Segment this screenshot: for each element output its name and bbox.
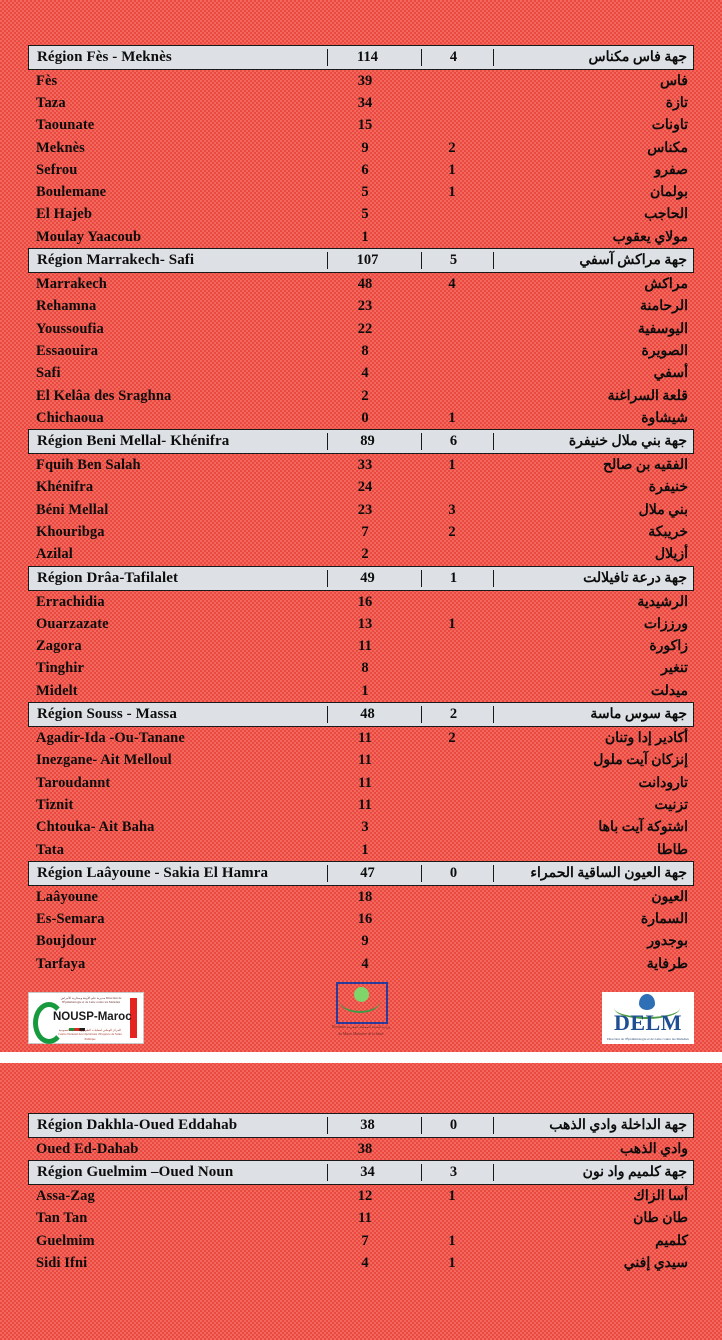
cases-count: 12 <box>357 1187 373 1204</box>
cases-count: 1 <box>361 228 369 245</box>
region-name-ar: طاطا <box>657 842 688 858</box>
region-name-ar: إنزكان آيت ملول <box>593 753 688 769</box>
region-name-fr: Ouarzazate <box>36 615 109 632</box>
region-name-ar: جهة العيون الساقية الحمراء <box>493 865 693 882</box>
cases-count: 22 <box>357 320 373 337</box>
region-name-fr: Moulay Yaacoub <box>36 228 142 245</box>
cases-count: 23 <box>357 501 373 518</box>
region-name-ar: خريبكة <box>648 524 688 540</box>
table-row <box>28 137 694 159</box>
table-row <box>28 750 694 772</box>
region-name-fr: Laâyoune <box>36 888 99 905</box>
region-name-fr: Tarfaya <box>36 955 86 972</box>
table-row <box>28 886 694 908</box>
region-header-row <box>28 702 694 727</box>
deaths-count: 2 <box>448 730 456 747</box>
cases-count: 16 <box>357 593 373 610</box>
cases-count: 5 <box>361 184 369 201</box>
cases-count: 2 <box>361 387 369 404</box>
deaths-count: 5 <box>421 252 493 269</box>
table-row <box>28 159 694 181</box>
region-name-fr: Fès <box>36 72 58 89</box>
cases-count: 1 <box>361 682 369 699</box>
deaths-count: 1 <box>448 457 456 474</box>
region-name-ar: بوجدور <box>647 934 688 950</box>
table-row <box>28 953 694 975</box>
region-name-ar: ميدلت <box>650 683 688 699</box>
cases-count: 7 <box>361 523 369 540</box>
region-name-fr: Rehamna <box>36 298 97 315</box>
region-name-ar: السمارة <box>640 912 688 928</box>
region-name-fr: Béni Mellal <box>36 501 109 518</box>
ministry-logo-text: وزارة الصحة المملكة المغربية Royaume du Maroc Ministère de la Santé <box>331 1025 391 1036</box>
region-name-fr: Taroudannt <box>36 774 111 791</box>
nousp-maroc-logo <box>28 992 144 1044</box>
region-name-fr: Taza <box>36 94 66 111</box>
region-name-fr: Essaouira <box>36 342 99 359</box>
footer-logos <box>0 992 722 1050</box>
region-name-ar: سيدي إفني <box>623 1255 688 1271</box>
page-separator <box>0 1052 722 1063</box>
table-row <box>28 407 694 429</box>
table-row <box>28 273 694 295</box>
region-name-ar: أسفي <box>653 366 688 382</box>
region-name-fr: Taounate <box>36 117 95 134</box>
region-name-fr: Sidi Ifni <box>36 1254 88 1271</box>
delm-logo-title: DELM <box>614 1010 682 1035</box>
table-row <box>28 296 694 318</box>
region-name-ar: وادي الذهب <box>620 1141 688 1157</box>
table-row <box>28 521 694 543</box>
cases-count: 89 <box>327 433 421 450</box>
table-row <box>28 499 694 521</box>
table-row <box>28 1138 694 1160</box>
deaths-count: 1 <box>421 570 493 587</box>
region-name-ar: مراكش <box>644 277 688 293</box>
deaths-count: 3 <box>421 1164 493 1181</box>
table-row <box>28 318 694 340</box>
region-name-fr: Fquih Ben Salah <box>36 457 141 474</box>
region-name-fr: Chtouka- Ait Baha <box>36 819 155 836</box>
region-name-fr: Meknès <box>36 139 85 156</box>
cases-count: 11 <box>358 752 372 769</box>
region-name-fr: Tiznit <box>36 796 74 813</box>
region-name-ar: شيشاوة <box>641 410 688 426</box>
cases-count: 1 <box>361 841 369 858</box>
table-row <box>28 1185 694 1207</box>
cases-count: 3 <box>361 819 369 836</box>
region-name-fr: Youssoufia <box>36 320 104 337</box>
deaths-count: 1 <box>448 615 456 632</box>
region-name-ar: الرشيدية <box>637 594 688 610</box>
region-name-fr: Azilal <box>36 546 73 563</box>
cases-count: 38 <box>327 1117 421 1134</box>
deaths-count: 2 <box>421 706 493 723</box>
table-row <box>28 181 694 203</box>
region-name-fr: Région Beni Mellal- Khénifra <box>37 433 230 450</box>
region-name-ar: تازة <box>665 95 688 111</box>
cases-count: 18 <box>357 888 373 905</box>
region-name-ar: أكادير إدا وتنان <box>604 731 688 747</box>
table-row <box>28 363 694 385</box>
region-name-fr: Agadir-Ida -Ou-Tanane <box>36 730 185 747</box>
region-name-fr: El Kelâa des Sraghna <box>36 387 172 404</box>
deaths-count: 1 <box>448 184 456 201</box>
region-name-fr: Tinghir <box>36 660 84 677</box>
table-row <box>28 1230 694 1252</box>
region-name-fr: Région Guelmim –Oued Noun <box>37 1164 234 1181</box>
region-name-fr: Safi <box>36 365 61 382</box>
deaths-count: 6 <box>421 433 493 450</box>
cases-count: 48 <box>357 276 373 293</box>
region-name-fr: Khénifra <box>36 479 94 496</box>
region-name-ar: أزيلال <box>654 547 688 563</box>
cases-count: 9 <box>361 933 369 950</box>
table-row <box>28 909 694 931</box>
region-name-ar: ورززات <box>643 616 688 632</box>
deaths-count: 2 <box>448 523 456 540</box>
region-header-row <box>28 248 694 273</box>
region-name-ar: الفقيه بن صالح <box>602 458 688 474</box>
cases-count: 8 <box>361 660 369 677</box>
region-name-fr: Région Souss - Massa <box>37 706 177 723</box>
region-name-ar: تاونات <box>651 118 688 134</box>
table-row <box>28 794 694 816</box>
region-name-fr: Errachidia <box>36 593 105 610</box>
cases-count: 16 <box>357 911 373 928</box>
table-row <box>28 454 694 476</box>
cases-count: 11 <box>358 638 372 655</box>
cases-count: 15 <box>357 117 373 134</box>
region-name-ar: جهة درعة تافيلالت <box>493 570 693 587</box>
region-name-ar: مكناس <box>647 140 688 156</box>
cases-count: 2 <box>361 546 369 563</box>
ministry-of-health-logo <box>330 980 392 1050</box>
region-name-fr: Région Dakhla-Oued Eddahab <box>37 1117 238 1133</box>
cases-count: 8 <box>361 342 369 359</box>
cases-count: 114 <box>327 49 421 66</box>
nousp-logo-top-text: مديرية علم الأوبئة ومحاربة الأمراض Direction de l'Épidémiologie et de Lutte contre les Maladies <box>60 996 122 1005</box>
region-name-ar: بولمان <box>649 185 688 201</box>
region-name-ar: قلعة السراغنة <box>607 388 688 404</box>
region-header-row <box>28 429 694 454</box>
cases-count: 11 <box>358 1210 372 1227</box>
region-name-fr: Guelmim <box>36 1232 95 1249</box>
cases-count: 48 <box>327 706 421 723</box>
cases-count: 11 <box>358 730 372 747</box>
region-name-fr: Es-Semara <box>36 911 105 928</box>
region-name-fr: Tan Tan <box>36 1210 88 1227</box>
region-name-ar: زاكورة <box>649 639 688 655</box>
region-name-fr: Assa-Zag <box>36 1187 95 1204</box>
cases-count: 24 <box>357 479 373 496</box>
region-name-ar: جهة فاس مكناس <box>493 49 693 66</box>
region-name-fr: Khouribga <box>36 523 105 540</box>
table-row <box>28 477 694 499</box>
cases-count: 49 <box>327 570 421 587</box>
region-name-ar: خنيفرة <box>648 480 688 496</box>
deaths-count: 0 <box>421 1117 493 1134</box>
table-row <box>28 636 694 658</box>
region-name-ar: اليوسفية <box>637 321 688 337</box>
delm-logo <box>602 992 694 1044</box>
region-name-ar: جهة بني ملال خنيفرة <box>493 433 693 450</box>
table-row <box>28 544 694 566</box>
table-row <box>28 204 694 226</box>
deaths-count: 4 <box>448 276 456 293</box>
cases-count: 4 <box>361 1254 369 1271</box>
region-name-fr: Boujdour <box>36 933 97 950</box>
deaths-count: 2 <box>448 139 456 156</box>
table-row <box>28 817 694 839</box>
table-row <box>28 92 694 114</box>
cases-count: 13 <box>357 615 373 632</box>
region-name-ar: الصويرة <box>641 343 688 359</box>
table-row <box>28 70 694 92</box>
table-row <box>28 772 694 794</box>
regions-table-page-1 <box>28 45 694 975</box>
table-row <box>28 591 694 613</box>
region-name-fr: Région Laâyoune - Sakia El Hamra <box>37 865 269 882</box>
table-row <box>28 1252 694 1274</box>
table-row <box>28 226 694 248</box>
table-row <box>28 658 694 680</box>
region-name-fr: Tata <box>36 841 65 858</box>
table-row <box>28 727 694 749</box>
deaths-count: 1 <box>448 409 456 426</box>
deaths-count: 1 <box>448 1187 456 1204</box>
region-name-ar: جهة كلميم واد نون <box>493 1164 693 1181</box>
deaths-count: 1 <box>448 1232 456 1249</box>
cases-count: 11 <box>358 796 372 813</box>
regions-table-page-2 <box>28 1113 694 1274</box>
deaths-count: 4 <box>421 49 493 66</box>
region-name-ar: تزنيت <box>654 797 688 813</box>
region-name-ar: مولاي يعقوب <box>612 229 688 245</box>
cases-count: 34 <box>327 1164 421 1181</box>
region-name-fr: El Hajeb <box>36 206 92 223</box>
region-name-fr: Midelt <box>36 682 78 699</box>
cases-count: 0 <box>361 409 369 426</box>
deaths-count: 0 <box>421 865 493 882</box>
region-name-ar: العيون <box>651 889 688 905</box>
region-name-ar: طان طان <box>633 1211 688 1227</box>
cases-count: 34 <box>357 94 373 111</box>
region-name-ar: اشتوكة آيت باها <box>598 820 688 836</box>
region-header-row <box>28 861 694 886</box>
nousp-logo-bottom-text: المركز الوطني لعمليات الطوارئ الصحية العمومية Centre National des Opérations d'Urgence de Santé Publique <box>58 1027 122 1041</box>
deaths-count: 1 <box>448 161 456 178</box>
region-name-fr: Oued Ed-Dahab <box>36 1140 139 1157</box>
region-header-row <box>28 566 694 591</box>
cases-count: 7 <box>361 1232 369 1249</box>
deaths-count: 3 <box>448 501 456 518</box>
region-name-fr: Région Marrakech- Safi <box>37 252 195 269</box>
cases-count: 39 <box>357 72 373 89</box>
region-name-ar: بني ملال <box>638 502 688 518</box>
region-name-fr: Zagora <box>36 638 82 655</box>
region-name-ar: تنغير <box>661 661 688 677</box>
cases-count: 33 <box>357 457 373 474</box>
table-row <box>28 115 694 137</box>
region-name-fr: Chichaoua <box>36 409 104 426</box>
cases-count: 47 <box>327 865 421 882</box>
cases-count: 11 <box>358 774 372 791</box>
region-header-row <box>28 1113 694 1138</box>
region-name-fr: Boulemane <box>36 184 107 201</box>
cases-count: 4 <box>361 955 369 972</box>
table-row <box>28 931 694 953</box>
region-name-ar: جهة سوس ماسة <box>493 706 693 723</box>
table-row <box>28 340 694 362</box>
cases-count: 6 <box>361 161 369 178</box>
region-name-fr: Inezgane- Ait Melloul <box>36 752 172 769</box>
cases-count: 5 <box>361 206 369 223</box>
cases-count: 38 <box>357 1140 373 1157</box>
region-name-ar: الرحامنة <box>639 299 688 315</box>
table-row <box>28 1208 694 1230</box>
cases-count: 107 <box>327 252 421 269</box>
region-name-ar: الحاجب <box>644 207 688 223</box>
table-row <box>28 385 694 407</box>
region-name-ar: طرفاية <box>646 956 688 972</box>
region-name-ar: صفرو <box>654 162 688 178</box>
region-name-ar: تارودانت <box>638 775 688 791</box>
region-name-ar: فاس <box>659 73 688 89</box>
region-name-ar: كلميم <box>655 1233 688 1249</box>
region-name-fr: Région Fès - Meknès <box>37 49 172 65</box>
cases-count: 4 <box>361 365 369 382</box>
region-name-ar: جهة مراكش آسفي <box>493 252 693 269</box>
table-row <box>28 680 694 702</box>
region-header-row <box>28 45 694 70</box>
region-name-fr: Marrakech <box>36 276 107 293</box>
region-name-fr: Région Drâa-Tafilalet <box>37 569 179 586</box>
cases-count: 23 <box>357 298 373 315</box>
cases-count: 9 <box>361 139 369 156</box>
table-row <box>28 613 694 635</box>
delm-logo-subtitle: Direction de l'Épidémiologie et de Lutte contre les Maladies <box>607 1036 689 1041</box>
region-name-ar: أسا الزاك <box>633 1188 688 1204</box>
region-name-ar: جهة الداخلة وادي الذهب <box>493 1117 693 1134</box>
region-header-row <box>28 1160 694 1185</box>
nousp-logo-title: NOUSP-Maroc <box>53 1011 132 1023</box>
deaths-count: 1 <box>448 1254 456 1271</box>
document-page-2 <box>0 1063 722 1340</box>
region-name-fr: Sefrou <box>36 161 78 178</box>
table-row <box>28 839 694 861</box>
